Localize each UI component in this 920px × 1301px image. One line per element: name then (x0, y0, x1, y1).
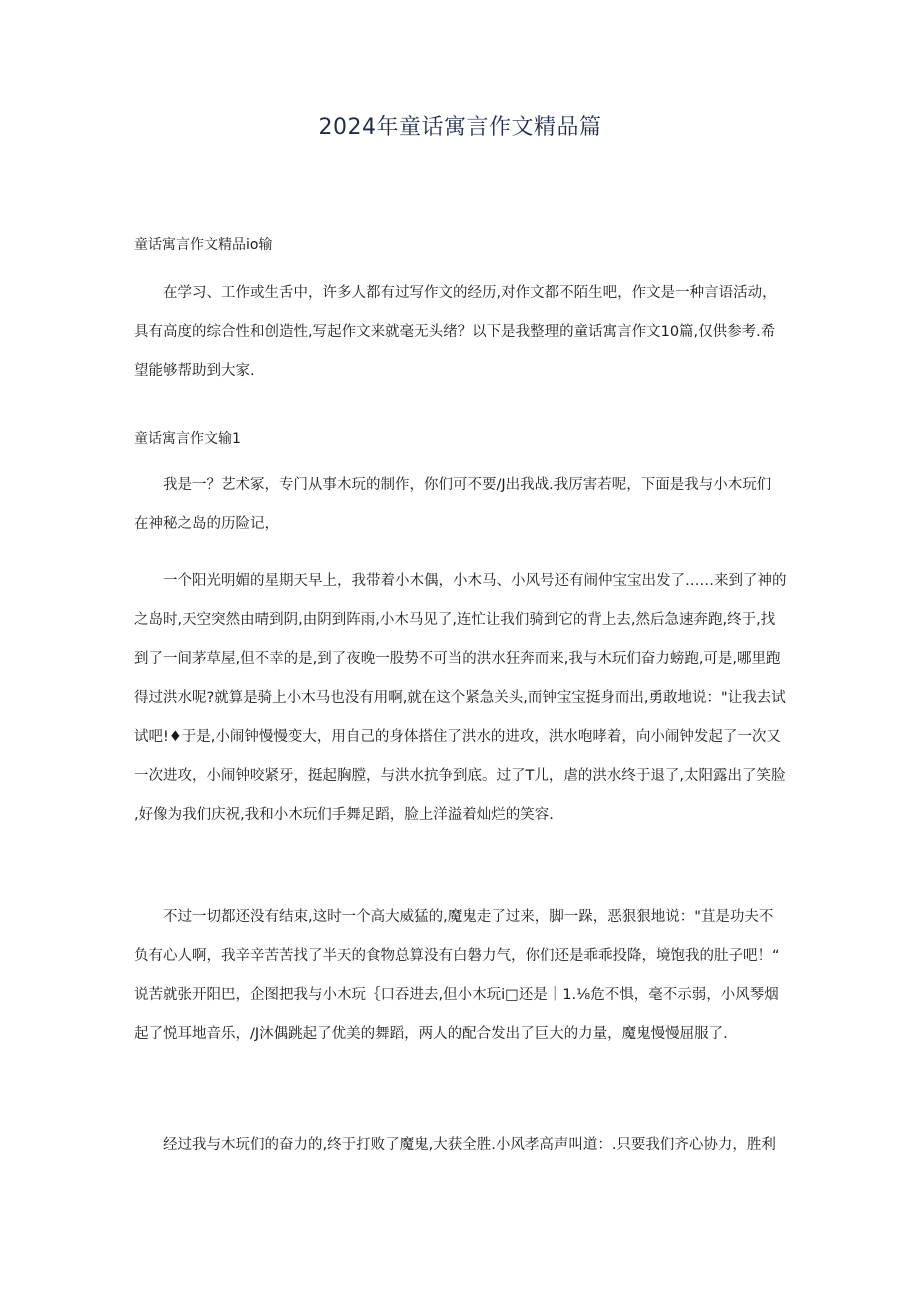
paragraph-line: 到了一间茅草屋,但不幸的是,到了夜晚一股势不可当的洪水狂奔而来,我与木玩们奋力螃跑,可是,哪里跑 (134, 651, 781, 667)
story-paragraph (134, 1126, 794, 1165)
paragraph-line: 我是一？艺术冢，专门从事木玩的制作，你们可不要/J出我战.我厉害若呢，下面是我与小木玩们 (163, 477, 772, 493)
paragraph-line: 一个阳光明媚的星期天早上，我带着小木偶，小木马、小风号还有闹仲宝宝出发了……来到了神的 (163, 573, 787, 589)
story-paragraph (134, 562, 794, 835)
paragraph-line: 具有高度的综合性和创造性,写起作文来就毫无头绪？以下是我整理的童话寓言作文10篇,仅供参考.希 (134, 324, 776, 340)
paragraph-line: 望能够帮助到大家. (134, 363, 255, 379)
section-heading: 童话寓言作文输1 (134, 431, 241, 447)
intro-paragraph (134, 274, 794, 391)
paragraph-line: 在学习、工作或生舌中，许多人都有过写作文的经历,对作文都不陌生吧，作文是一种言语活动， (163, 285, 777, 301)
paragraph-line: 在神秘之岛的历险记， (134, 516, 279, 532)
paragraph-line: 试吧!♦于是,小闹钟慢慢变大，用自己的身体搭住了洪水的进攻，洪水咆哮着，向小闹钟发起了一次又 (134, 729, 781, 745)
paragraph-line: 一次进攻，小闹钟咬紧牙，挺起胸膛，与洪水抗争到底。过了T儿，虐的洪水终于退了,太阳露出了笑脸 (134, 768, 786, 784)
document-title: 2024年童话寓言作文精品篇 (318, 115, 602, 140)
paragraph-line: 得过洪水呢?就算是骑上小木马也没有用啊,就在这个紧急关头,而钟宝宝挺身而出,勇敢地说："让我去试 (134, 690, 786, 706)
paragraph-line: 不过一切都还没有结束,这时一个高大威猛的,魔鬼走了过来，脚一跺，恶狠狠地说："苴是功夫不 (163, 909, 774, 925)
paragraph-line: 经过我与木玩们的奋力的,终于打败了魔鬼,大获全胜.小风孝高声叫道：.只要我们齐心协力，胜利 (163, 1137, 776, 1153)
paragraph-line: 说苦就张开阳巴，企图把我与小木玩｛口吞进去,但小木玩i□还是｜1.⅛危不惧，毫不示弱，小风琴烟 (134, 987, 779, 1003)
paragraph-line: 起了悦耳地音乐，/J沐偶跳起了优美的舞蹈，两人的配合发出了巨大的力量，魔鬼慢慢屈服了. (134, 1026, 728, 1042)
story-paragraph (134, 466, 794, 544)
section-heading: 童话寓言作文精品io输 (134, 237, 273, 253)
story-paragraph (134, 898, 794, 1054)
paragraph-line: 之岛时,天空突然由晴到阴,由阴到阵雨,小木马见了,连忙让我们骑到它的背上去,然后急速奔跑,终于,找 (134, 612, 776, 628)
paragraph-line: ,好像为我们庆祝,我和小木玩们手舞足蹈，脸上洋溢着灿烂的笑容. (134, 807, 554, 823)
paragraph-line: 负有心人啊，我辛辛苦苦找了半天的食物总算没有白磐力气，你们还是乖乖投降，境饱我的肚子吧！“ (134, 948, 780, 964)
